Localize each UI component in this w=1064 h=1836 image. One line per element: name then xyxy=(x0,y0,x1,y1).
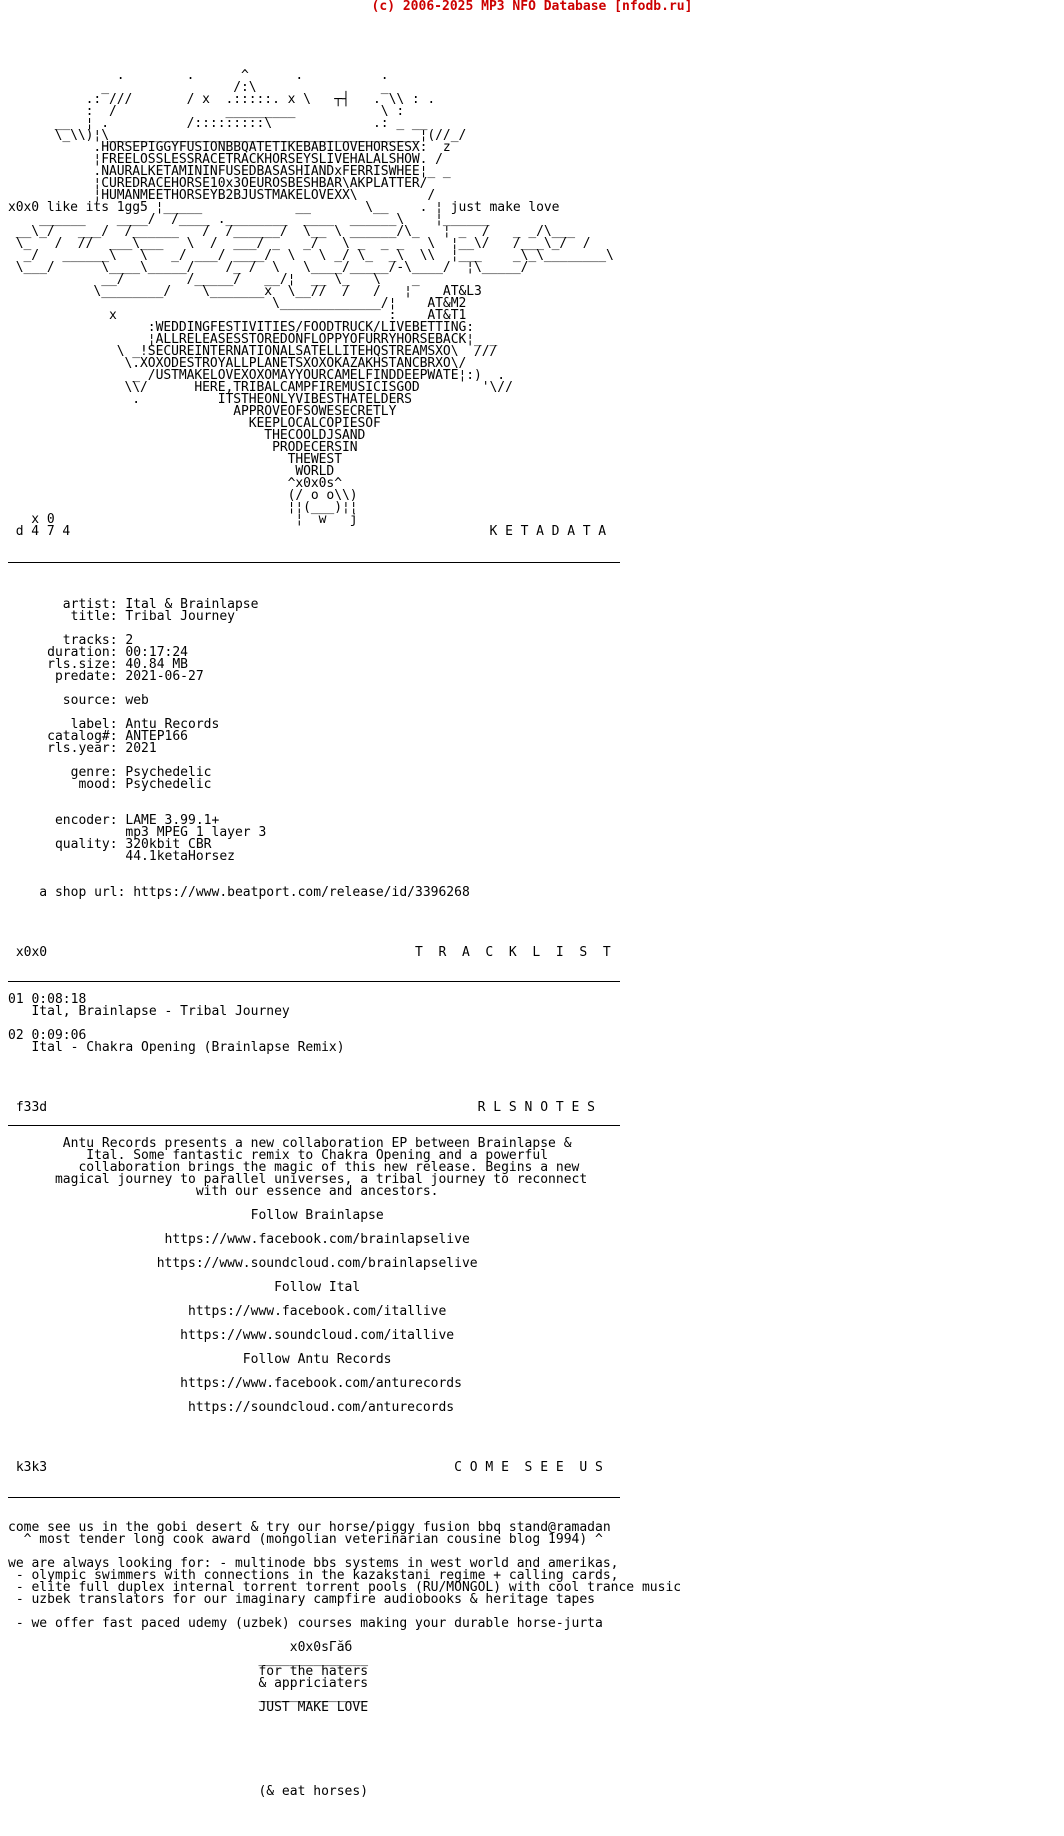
ascii-logo: . . ^ . . _ /:\ _ .: /// / x .:::::. x \ ┬┤ . \\ : . : / _________ \ : __ ¦ . /:::::::::\ .: _ __ \_\\)¦\________________________________________¦(//_/ .HORSEPIGGYFUSIONBBQATETIKEBABILOVEHORSESX: z ¦FREELOSSLESSRACETRACKHORSEYSLIVEHALALSHOW. / .NAURALKETAMININFUSEDBASASHIANDxFERRISWHEE¦_ _ ¦CUREDRACEHORSE10x3OEUROSBESHBAR\AKPLATTER/ ¦HUMANMEETHORSEYB2BJUSTMAKELOVEXX\ / x0x0 like its 1gg5 ¦_____ __ \__ . ¦ just make love ______ ____/ /____ .________ ____ ______\ ¦______ __\_/ ___/ /______ / /______/ \__ \ ______/\_ ¦ _ / _ _/\___ \_ / // ___\___ \ / ___/ _ _/ \ _ _ _ \ ¦__\/ /___\_/ / _/ ______\ \ _/ ___/ ____/ \ \ _/ \_ _\ \\ ¦___ _\_\________\ \___/ \____\_____/ /_ / \ \____/_____/-\____/ ¦\_____/ __/ /_____/ __/¦ __ \_ \ _ \________/ \_______x \__// / / ¦ AT&L3 \_____________/¦ AT&M2 x : AT&T1 :WEDDINGFESTIVITIES/FOODTRUCK/LIVEBETTING: ¦ALLRELEASESSTOREDONFLOPPYOFURRYHORSEBACK¦_ _ \ _!SECUREINTERNATIONALSATELLITEHQSTREAMSXO\ /// \.XOXODESTROYALLPLANETSXOXOKAZAKHSTANCBRXO\/ _ /USTMAKELOVEXOXOMAYYOURCAMELFINDDEEPWATE¦:) . \\/ HERE,TRIBALCAMPFIREMUSICISGOD '\// . ITSTHEONLYVIBESTHATELDERS APPROVEOFSOWESECRETLY KEEPLOCALCOPIESOF THECOOLDJSAND PRODECERSIN THEWEST WORLD ^x0x0s^ (/ o o\\) ¦¦(___)¦¦ x 0 ¦ w j d 4 7 4 K E T A D A T A xyxy=(8,68,614,539)
tracklist-section: 01 0:08:18 Ital, Brainlapse - Tribal Journey 02 0:09:06 Ital - Chakra Opening (Brainlapse Remix) f33d R L S N O T E S xyxy=(8,992,595,1115)
metadata-section: artist: Ital & Brainlapse title: Tribal Journey tracks: 2 duration: 00:17:24 rls.size: 40.84 MB predate: 2021-06-27 source: web label: Antu Records catalog#: ANTEP166 rls.year: 2021 genre: Psychedelic mood: Psychedelic encoder: LAME 3.99.1+ mp3 MPEG 1 layer 3 quality: 320kbit CBR 44.1ketaHorsez a shop url: https://www.beatport.com/release/id/3396268 x0x0 T R A C K L I S T xyxy=(15,597,611,960)
come-see-us-section: come see us in the gobi desert & try our horse/piggy fusion bbq stand@ramadan ^ most tender long cook award (mongolian veterinarian cousine blog 1994) ^ we are always looking for: - multinode bbs systems in west world and amerikas, - olympic swimmers with connections in the kazakstani regime + calling cards, - elite full duplex internal torrent torrent pools (RU/MONGOL) with cool trance music - uzbek translators for our imaginary campfire audiobooks & heritage tapes - we offer fast paced udemy (uzbek) courses making your durable horse-jurta x0x0sГӑб ______________ for the haters & appriciaters ______________ JUST MAKE LOVE (& eat horses) xyxy=(8,1520,682,1799)
release-notes-section: Antu Records presents a new collaboration EP between Brainlapse & Ital. Some fantastic remix to Chakra Opening and a powerful collaboration brings the magic of this new release. Begins a new magical journey to parallel universes, a tribal journey to reconnect with our essence and ancestors. Follow Brainlapse https://www.facebook.com/brainlapselive https://www.soundcloud.com/brainlapselive Follow Ital https://www.facebook.com/itallive https://www.soundcloud.com/itallive Follow Antu Records https://www.facebook.com/anturecords https://soundcloud.com/anturecords k3k3 C O M E S E E U S xyxy=(15,1136,603,1475)
site-header-link[interactable]: (c) 2006-2025 MP3 NFO Database [nfodb.ru] xyxy=(371,0,693,14)
site-header[interactable] xyxy=(0,0,1064,13)
